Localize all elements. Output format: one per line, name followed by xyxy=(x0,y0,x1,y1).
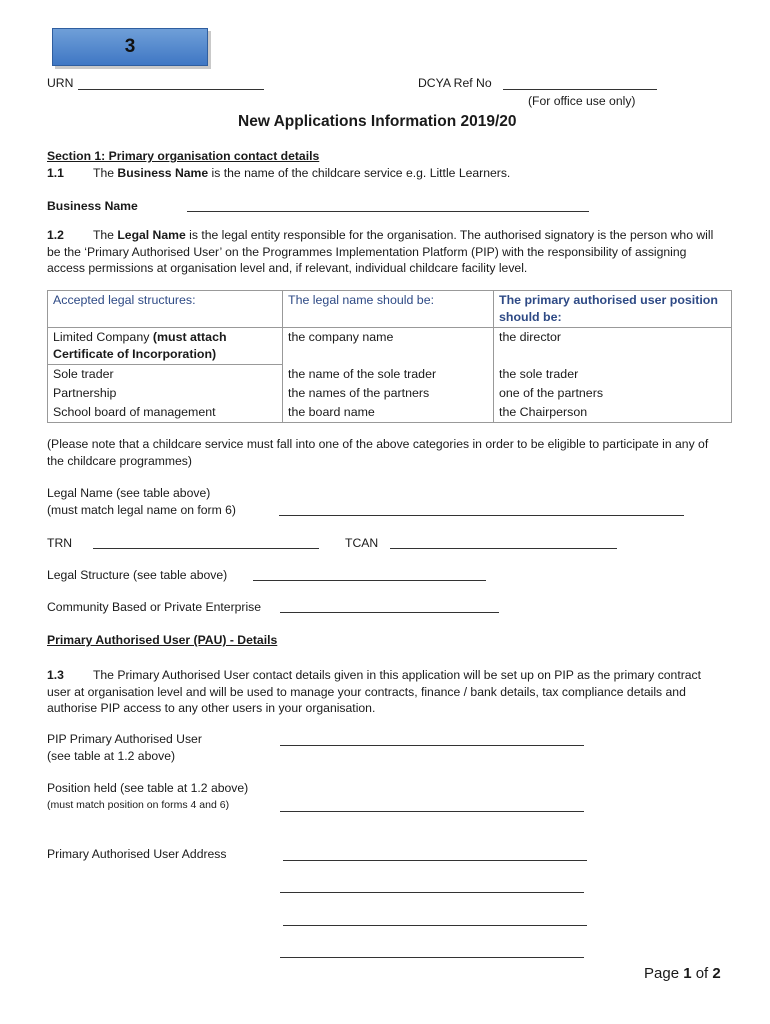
item-1-1 xyxy=(47,166,511,180)
community-private-input-line[interactable] xyxy=(280,612,499,613)
pip-user-label: PIP Primary Authorised User xyxy=(47,732,202,746)
community-private-label: Community Based or Private Enterprise xyxy=(47,600,262,614)
table-cell: Limited Company (must attach Certificate of Incorporation) xyxy=(48,328,283,365)
table-cell: the names of the partners xyxy=(283,384,494,403)
trn-label: TRN xyxy=(47,536,73,550)
item-1-3: 1.3 The Primary Authorised User contact details given in this application will be set up on PIP as the primary contract user at organisation level and will be used to manage your contracts, finance / bank details, tax compliance details and authorise PIP access to any other users in your organisation. xyxy=(47,668,702,715)
address-line-1[interactable] xyxy=(283,860,587,861)
table-cell: the company name xyxy=(283,328,494,365)
table-cell: Sole trader xyxy=(48,365,283,385)
table-cell: School board of management xyxy=(48,403,283,423)
table-cell: the Chairperson xyxy=(494,403,732,423)
legal-structures-table xyxy=(47,290,732,423)
legal-structure-label: Legal Structure (see table above) xyxy=(47,568,228,582)
urn-input-line[interactable] xyxy=(78,89,264,90)
dcya-label: DCYA Ref No xyxy=(418,76,492,90)
item-1-1-text: The Business Name is the name of the childcare service e.g. Little Learners. xyxy=(93,166,511,180)
table-header-cell: Accepted legal structures: xyxy=(48,291,283,328)
business-name-label: Business Name xyxy=(47,199,138,213)
section1-heading: Section 1: Primary organisation contact details xyxy=(47,149,320,163)
table-cell: the name of the sole trader xyxy=(283,365,494,385)
address-label: Primary Authorised User Address xyxy=(47,847,227,861)
table-row xyxy=(48,328,732,365)
urn-label: URN xyxy=(47,76,74,90)
dcya-field xyxy=(418,76,492,90)
table-header-cell: The legal name should be: xyxy=(283,291,494,328)
urn-field xyxy=(47,76,73,90)
eligibility-note: (Please note that a childcare service must fall into one of the above categories in order to be eligible to participate in any of the childcare programmes) xyxy=(47,437,709,468)
legal-name-sublabel: (must match legal name on form 6) xyxy=(47,503,236,517)
office-use-note: (For office use only) xyxy=(528,94,636,108)
pip-user-input-line[interactable] xyxy=(280,745,584,746)
legal-name-label: Legal Name (see table above) xyxy=(47,486,211,500)
address-line-3[interactable] xyxy=(283,925,587,926)
position-label: Position held (see table at 1.2 above) xyxy=(47,781,249,795)
table-row xyxy=(48,365,732,385)
table-cell: the sole trader xyxy=(494,365,732,385)
table-row xyxy=(48,403,732,423)
table-cell: the board name xyxy=(283,403,494,423)
legal-name-input-line[interactable] xyxy=(279,515,684,516)
position-sublabel: (must match position on forms 4 and 6) xyxy=(47,799,230,811)
item-1-3-number: 1.3 xyxy=(47,668,64,682)
tcan-input-line[interactable] xyxy=(390,548,617,549)
position-input-line[interactable] xyxy=(280,811,584,812)
item-1-2-number: 1.2 xyxy=(47,228,64,242)
trn-input-line[interactable] xyxy=(93,548,319,549)
table-cell: one of the partners xyxy=(494,384,732,403)
dcya-input-line[interactable] xyxy=(503,89,657,90)
pau-heading: Primary Authorised User (PAU) - Details xyxy=(47,633,278,647)
table-cell: Partnership xyxy=(48,384,283,403)
table-header-row xyxy=(48,291,732,328)
legal-structure-input-line[interactable] xyxy=(253,580,486,581)
address-line-2[interactable] xyxy=(280,892,584,893)
pip-user-sublabel: (see table at 1.2 above) xyxy=(47,749,176,763)
item-1-2: 1.2 The Legal Name is the legal entity responsible for the organisation. The authorised signatory is the person who will be the ‘Primary Authorised User’ on the Programmes Implementation Platform (PIP) with the responsibility of assigning access permissions at organisation level and, if relevant, individual childcare facility level. xyxy=(47,228,714,275)
table-header-cell: The primary authorised user position should be: xyxy=(494,291,732,328)
address-line-4[interactable] xyxy=(280,957,584,958)
table-cell: the director xyxy=(494,328,732,365)
page-indicator: Page 1 of 2 xyxy=(644,965,721,982)
tcan-label: TCAN xyxy=(345,536,379,550)
page-title: New Applications Information 2019/20 xyxy=(238,113,517,130)
business-name-input-line[interactable] xyxy=(187,211,589,212)
table-row xyxy=(48,384,732,403)
item-1-1-number: 1.1 xyxy=(47,166,64,180)
page-number-badge: 3 xyxy=(52,28,208,66)
